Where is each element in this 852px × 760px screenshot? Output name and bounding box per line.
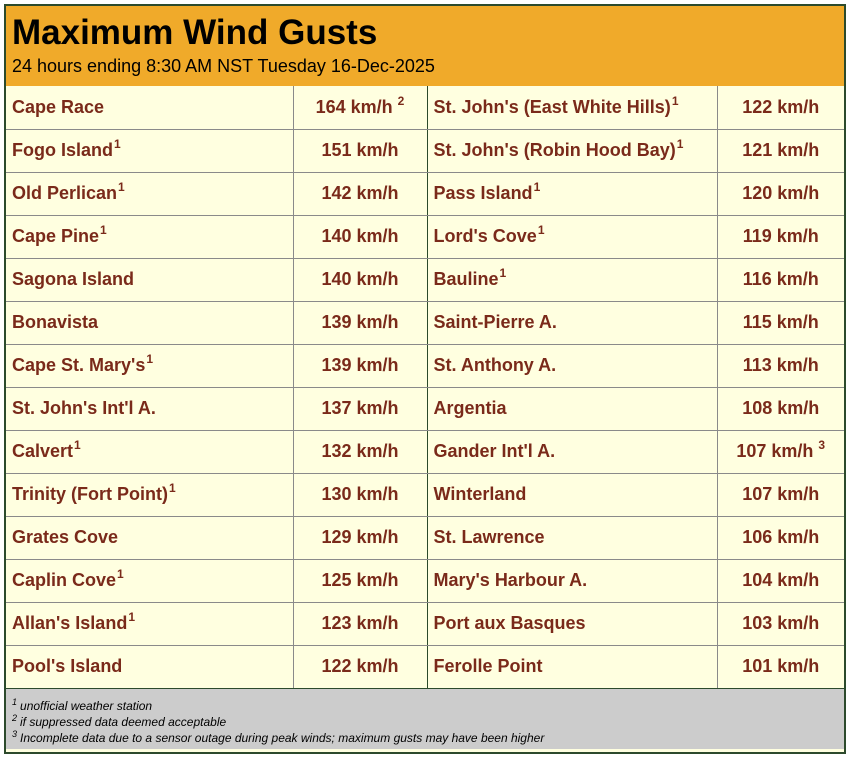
footnote-ref: 1	[100, 223, 107, 237]
gust-value: 120 km/h	[742, 183, 820, 203]
footnote	[12, 698, 838, 714]
station-name: Argentia	[433, 398, 507, 418]
table-row	[6, 430, 844, 473]
gust-value: 151 km/h	[321, 140, 399, 160]
footnote-ref: 1	[168, 481, 176, 495]
station-cell	[6, 645, 293, 688]
footnote-text: unofficial weather station	[20, 698, 153, 713]
gust-value: 106 km/h	[742, 527, 820, 547]
gust-value: 115 km/h	[742, 312, 819, 332]
gust-cell	[293, 516, 427, 559]
station-cell	[427, 86, 717, 129]
station-cell	[6, 602, 293, 645]
gust-value: 107 km/h	[736, 441, 814, 461]
gust-value: 129 km/h	[321, 527, 399, 547]
station-name: Bonavista	[12, 312, 99, 332]
station-cell	[427, 559, 717, 602]
gust-cell	[717, 301, 844, 344]
station-name: Old Perlican	[12, 183, 118, 203]
station-name: St. John's Int'l A.	[12, 398, 156, 418]
station-name: St. Anthony A.	[433, 355, 557, 375]
table-row	[6, 172, 844, 215]
station-cell	[6, 301, 293, 344]
footnote-ref: 1	[499, 266, 507, 280]
station-name: Allan's Island	[12, 613, 128, 633]
station-cell	[6, 387, 293, 430]
station-name: Pass Island	[433, 183, 533, 203]
station-cell	[427, 301, 717, 344]
footnote-ref: 2	[397, 93, 405, 108]
station-name: Port aux Basques	[433, 613, 586, 633]
gust-cell	[293, 172, 427, 215]
gust-value: 164 km/h	[315, 96, 393, 117]
footnote-ref: 1	[676, 137, 684, 151]
table-row	[6, 258, 844, 301]
station-name: Calvert	[12, 441, 74, 461]
gust-cell	[717, 258, 844, 301]
gust-cell	[293, 129, 427, 172]
station-cell	[6, 215, 293, 258]
station-name: Cape Pine	[12, 226, 100, 246]
station-cell	[427, 215, 717, 258]
footnote-ref: 1	[117, 567, 124, 581]
station-name: Mary's Harbour A.	[433, 570, 588, 590]
footnote-ref: 1	[128, 610, 135, 624]
gust-cell	[293, 215, 427, 258]
station-name: St. John's (Robin Hood Bay)	[433, 140, 676, 160]
station-cell	[427, 430, 717, 473]
station-name: St. John's (East White Hills)	[433, 96, 671, 117]
gust-value: 119 km/h	[742, 226, 819, 246]
station-name: Pool's Island	[12, 656, 123, 676]
footnote-ref: 3	[818, 438, 826, 452]
footnote-ref: 1	[114, 137, 121, 151]
footnote-text: Incomplete data due to a sensor outage during peak winds; maximum gusts may have been higher	[20, 730, 545, 745]
gust-value: 121 km/h	[742, 140, 820, 160]
gust-value: 116 km/h	[742, 269, 819, 289]
table-row	[6, 645, 844, 688]
station-name: Grates Cove	[12, 527, 119, 547]
gust-cell	[717, 172, 844, 215]
station-cell	[427, 344, 717, 387]
gust-value: 122 km/h	[742, 96, 820, 117]
gust-cell	[293, 430, 427, 473]
gust-cell	[717, 559, 844, 602]
gust-value: 140 km/h	[321, 269, 399, 289]
gust-cell	[717, 215, 844, 258]
gust-cell	[293, 344, 427, 387]
station-name: Cape St. Mary's	[12, 355, 146, 375]
wind-gusts-report	[4, 4, 846, 754]
gust-value: 137 km/h	[321, 398, 399, 418]
gust-cell	[717, 602, 844, 645]
station-name: Trinity (Fort Point)	[12, 484, 168, 504]
station-cell	[427, 258, 717, 301]
station-cell	[6, 86, 293, 129]
gust-cell	[293, 602, 427, 645]
table-row	[6, 344, 844, 387]
gust-cell	[717, 430, 844, 473]
station-name: Cape Race	[12, 96, 105, 117]
gust-value: 139 km/h	[321, 355, 399, 375]
station-cell	[427, 387, 717, 430]
gust-cell	[717, 473, 844, 516]
footnote-text: if suppressed data deemed acceptable	[20, 714, 227, 729]
gust-cell	[717, 387, 844, 430]
station-name: Ferolle Point	[433, 656, 543, 676]
table-row	[6, 602, 844, 645]
gust-value: 104 km/h	[742, 570, 820, 590]
gusts-table-body	[6, 86, 844, 688]
station-cell	[6, 129, 293, 172]
station-name: Caplin Cove	[12, 570, 117, 590]
station-cell	[6, 258, 293, 301]
gust-value: 130 km/h	[321, 484, 399, 504]
gusts-table	[6, 86, 844, 689]
footnote-ref: 1	[74, 438, 81, 452]
station-name: Winterland	[433, 484, 527, 504]
gust-value: 142 km/h	[321, 183, 399, 203]
footnote-mark: 3	[12, 728, 18, 739]
table-row	[6, 86, 844, 129]
gust-cell	[293, 473, 427, 516]
footnote	[12, 730, 838, 746]
table-row	[6, 301, 844, 344]
gust-cell	[293, 301, 427, 344]
gust-cell	[717, 344, 844, 387]
gust-value: 113 km/h	[742, 355, 819, 375]
station-name: Sagona Island	[12, 269, 135, 289]
gust-cell	[293, 258, 427, 301]
station-name: Saint-Pierre A.	[433, 312, 557, 332]
station-cell	[6, 430, 293, 473]
station-cell	[6, 344, 293, 387]
gust-value: 123 km/h	[321, 613, 399, 633]
station-name: Gander Int'l A.	[433, 441, 556, 461]
gust-cell	[293, 86, 427, 129]
station-cell	[427, 516, 717, 559]
station-cell	[6, 559, 293, 602]
table-row	[6, 473, 844, 516]
report-header	[6, 6, 844, 86]
gust-value: 125 km/h	[321, 570, 399, 590]
gust-value: 132 km/h	[321, 441, 399, 461]
table-row	[6, 559, 844, 602]
footnote-ref: 1	[118, 180, 125, 194]
gust-value: 107 km/h	[742, 484, 820, 504]
report-subtitle: 24 hours ending 8:30 AM NST Tuesday 16-Dec-2025	[12, 56, 435, 76]
station-cell	[6, 473, 293, 516]
footnotes	[6, 689, 844, 749]
station-name: St. Lawrence	[433, 527, 545, 547]
footnote-ref: 1	[671, 93, 679, 108]
footnote-mark: 1	[12, 696, 18, 707]
gust-value: 139 km/h	[321, 312, 399, 332]
table-row	[6, 387, 844, 430]
table-row	[6, 516, 844, 559]
gust-cell	[293, 559, 427, 602]
gust-value: 101 km/h	[742, 656, 820, 676]
station-cell	[427, 172, 717, 215]
gust-cell	[717, 516, 844, 559]
station-cell	[427, 129, 717, 172]
footnote-ref: 1	[533, 180, 541, 194]
station-cell	[427, 473, 717, 516]
gust-value: 103 km/h	[742, 613, 820, 633]
report-title: Maximum Wind Gusts	[12, 13, 378, 52]
station-name: Lord's Cove	[433, 226, 537, 246]
station-name: Fogo Island	[12, 140, 113, 160]
gust-cell	[293, 387, 427, 430]
station-cell	[6, 516, 293, 559]
table-row	[6, 129, 844, 172]
footnote-ref: 1	[537, 223, 545, 237]
table-row	[6, 215, 844, 258]
station-cell	[6, 172, 293, 215]
gust-cell	[293, 645, 427, 688]
gust-value: 108 km/h	[742, 398, 820, 418]
gust-cell	[717, 86, 844, 129]
gust-cell	[717, 645, 844, 688]
gust-value: 122 km/h	[321, 656, 399, 676]
station-cell	[427, 645, 717, 688]
footnote-ref: 1	[146, 352, 154, 366]
station-cell	[427, 602, 717, 645]
gust-cell	[717, 129, 844, 172]
gust-value: 140 km/h	[321, 226, 399, 246]
footnote-mark: 2	[12, 712, 18, 723]
footnote	[12, 714, 838, 730]
station-name: Bauline	[433, 269, 499, 289]
